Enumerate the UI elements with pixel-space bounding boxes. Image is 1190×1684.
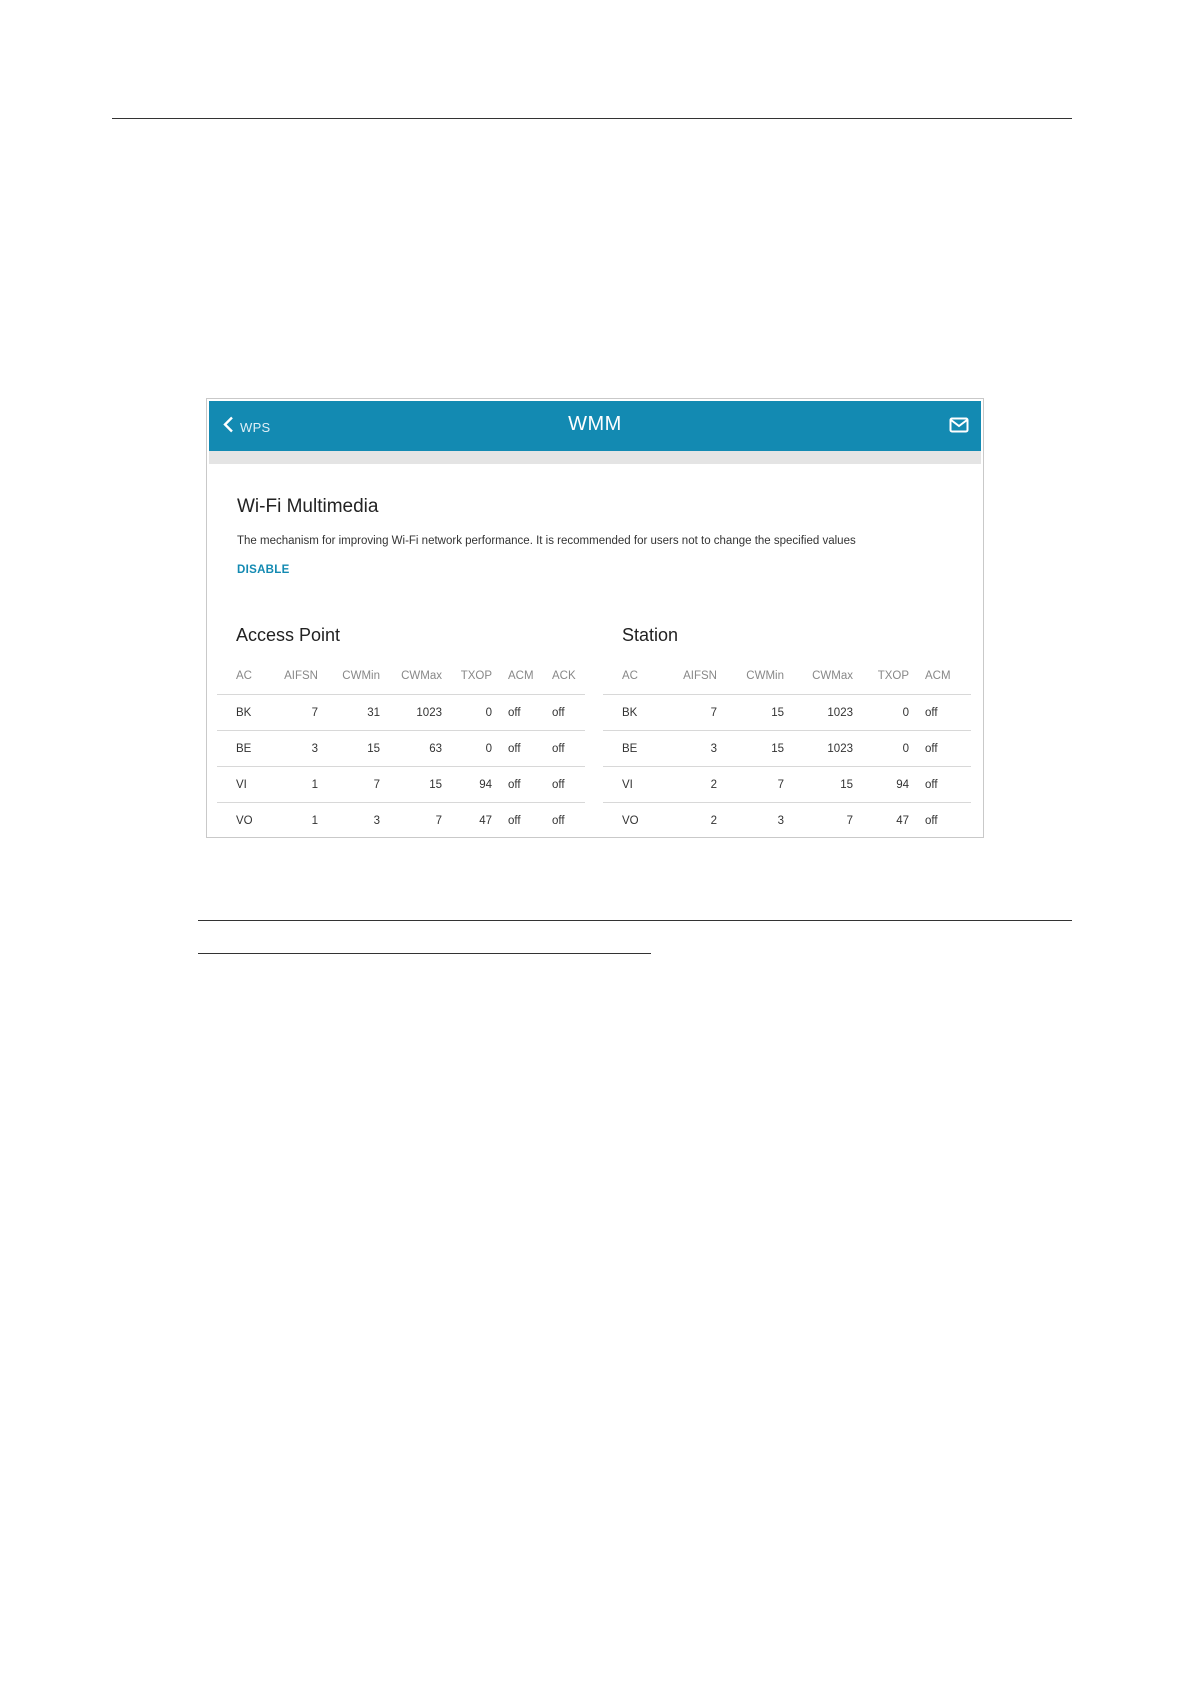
table-row[interactable] (217, 695, 585, 731)
header-divider-band (209, 451, 981, 464)
cell-aifsn: 7 (661, 695, 725, 731)
cell-acm: off (500, 695, 544, 731)
cell-cwmax: 15 (792, 767, 861, 803)
back-label: WPS (240, 419, 271, 435)
footnote-rule (198, 920, 1072, 921)
cell-txop: 0 (861, 731, 917, 767)
cell-txop: 94 (861, 767, 917, 803)
cell-cwmin: 15 (326, 731, 388, 767)
cell-acm: off (500, 731, 544, 767)
page-header-rule (112, 118, 1072, 119)
access-point-table (217, 658, 585, 838)
cell-acm: off (500, 803, 544, 839)
cell-ac: VO (217, 803, 270, 839)
cell-aifsn: 3 (270, 731, 326, 767)
top-bar (209, 401, 981, 451)
table-row[interactable] (603, 767, 971, 803)
cell-cwmax: 1023 (388, 695, 450, 731)
cell-aifsn: 2 (661, 803, 725, 839)
column-header: CWMax (401, 670, 442, 682)
wmm-screenshot (206, 398, 984, 838)
station-table (603, 658, 971, 838)
cell-txop: 0 (861, 695, 917, 731)
table-header-row (603, 658, 971, 695)
cell-aifsn: 2 (661, 767, 725, 803)
column-header: ACK (552, 670, 576, 682)
cell-ac: VI (603, 767, 661, 803)
cell-aifsn: 1 (270, 767, 326, 803)
column-header: TXOP (460, 670, 492, 682)
access-point-title: Access Point (236, 625, 341, 645)
cell-acm: off (917, 731, 971, 767)
cell-ack: off (544, 803, 585, 839)
station-title: Station (622, 625, 679, 645)
column-header: AIFSN (284, 670, 318, 682)
cell-ac: VI (217, 767, 270, 803)
cell-txop: 94 (450, 767, 500, 803)
column-header: CWMin (342, 670, 380, 682)
cell-cwmin: 15 (725, 731, 792, 767)
cell-aifsn: 1 (270, 803, 326, 839)
column-header: AC (236, 670, 252, 682)
cell-cwmax: 15 (388, 767, 450, 803)
cell-cwmax: 63 (388, 731, 450, 767)
cell-cwmax: 7 (792, 803, 861, 839)
content-area (207, 464, 983, 837)
cell-ack: off (544, 731, 585, 767)
cell-aifsn: 3 (661, 731, 725, 767)
table-header-row (217, 658, 585, 695)
page-title: WMM (568, 413, 622, 435)
cell-ac: BE (603, 731, 661, 767)
column-header: CWMin (746, 670, 784, 682)
cell-acm: off (917, 695, 971, 731)
cell-acm: off (917, 803, 971, 839)
cell-ac: BK (217, 695, 270, 731)
access-point-panel (217, 624, 585, 838)
cell-txop: 0 (450, 695, 500, 731)
mail-icon[interactable] (949, 417, 969, 438)
column-header: CWMax (812, 670, 853, 682)
cell-cwmin: 7 (725, 767, 792, 803)
column-header: ACM (925, 670, 951, 682)
cell-aifsn: 7 (270, 695, 326, 731)
cell-cwmax: 1023 (792, 695, 861, 731)
cell-cwmin: 31 (326, 695, 388, 731)
cell-txop: 0 (450, 731, 500, 767)
column-header: AC (622, 670, 638, 682)
cell-ac: BK (603, 695, 661, 731)
cell-txop: 47 (450, 803, 500, 839)
cell-cwmin: 15 (725, 695, 792, 731)
column-header: TXOP (877, 670, 909, 682)
cell-ac: VO (603, 803, 661, 839)
cell-ack: off (544, 695, 585, 731)
station-panel (603, 624, 971, 838)
cell-cwmax: 7 (388, 803, 450, 839)
section-title: Wi-Fi Multimedia (237, 496, 379, 517)
column-header: ACM (508, 670, 534, 682)
table-row[interactable] (603, 731, 971, 767)
column-header: AIFSN (683, 670, 717, 682)
footnote-rule-short (198, 953, 651, 954)
cell-cwmin: 7 (326, 767, 388, 803)
cell-acm: off (917, 767, 971, 803)
section-description: The mechanism for improving Wi-Fi network performance. It is recommended for users not to change the specified values (237, 535, 856, 547)
disable-button[interactable]: DISABLE (237, 564, 290, 576)
table-row[interactable] (603, 803, 971, 839)
cell-cwmin: 3 (725, 803, 792, 839)
table-row[interactable] (603, 695, 971, 731)
table-row[interactable] (217, 731, 585, 767)
table-row[interactable] (217, 767, 585, 803)
cell-ack: off (544, 767, 585, 803)
cell-cwmax: 1023 (792, 731, 861, 767)
cell-txop: 47 (861, 803, 917, 839)
table-row[interactable] (217, 803, 585, 839)
cell-cwmin: 3 (326, 803, 388, 839)
cell-ac: BE (217, 731, 270, 767)
cell-acm: off (500, 767, 544, 803)
